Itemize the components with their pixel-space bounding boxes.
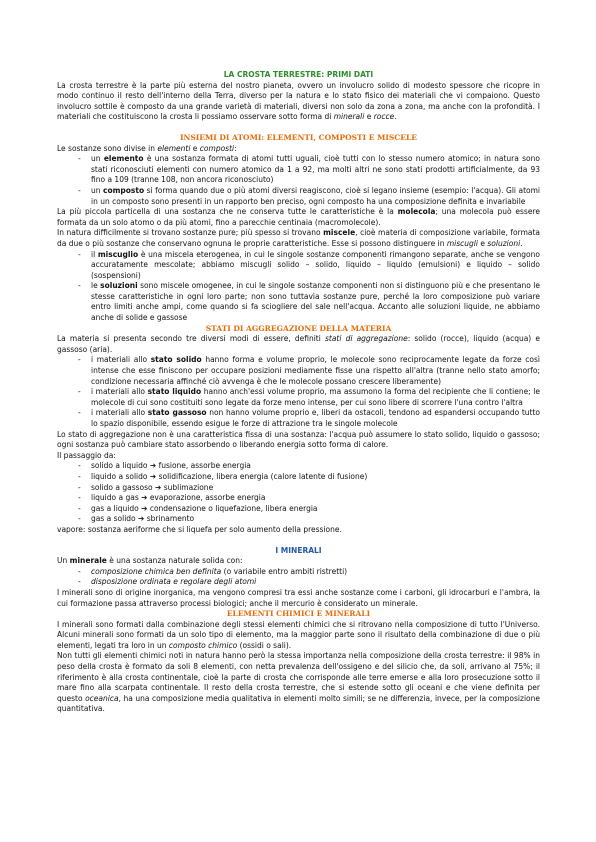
section-title-stati: STATI DI AGGREGAZIONE DELLA MATERIA	[205, 323, 392, 333]
list-item: - gas a solido ➔ sbrinamento	[78, 514, 195, 524]
arrow-right-icon: ➔	[141, 503, 148, 513]
list-item: - un composto si forma quando due o più atomi diversi reagiscono, cioè si legano insieme (esempio: l'acqua). Gli atomi in un composto sono presenti in un rapporto ben preciso, ogni composto ha una composizione definita e invariabile	[78, 185, 540, 206]
arrow-right-icon: ➔	[141, 493, 148, 503]
section-title-elementi: ELEMENTI CHIMICI E MINERALI	[226, 609, 371, 619]
section-title-insiemi: INSIEMI DI ATOMI: ELEMENTI, COMPOSTI E MISCELE	[180, 132, 417, 142]
paragraph-crosta: La crosta terrestre è la parte più esterna del nostro pianeta, ovvero un involucro solido di modesto spessore che ricopre in modo continuo il resto dell'interno della Terra, diverso per la natura e lo stato fisico dei materiali che vi compaiono. Questo involucro sottile è composto da una grande varietà di materiali, diversi non solo da zona a zona, ma anche con la profondità. I materiali che costituiscono la crosta li possiamo osservare sotto forma di minerali e rocce.	[57, 80, 540, 122]
list-item: - solido a liquido ➔ fusione, assorbe energia	[78, 461, 251, 471]
section-title-minerali: I MINERALI	[275, 545, 322, 555]
paragraph-stati-intro: La materia si presenta secondo tre diversi modi di essere, definiti stati di aggregazione: solido (rocce), liquido (acqua) e gassoso (aria).	[57, 334, 540, 354]
paragraph-elementi-1: I minerali sono formati dalla combinazione degli stessi elementi chimici che si ritrovano nella composizione di tutto l'Universo. Alcuni minerali sono formati da un solo tipo di elemento, ma la maggior parte sono il risultato della combinazione di due o più elementi, legati tra loro in un composto chimico (ossidi o sali).	[57, 619, 540, 650]
list-item: - disposizione ordinata e regolare degli atomi	[78, 577, 257, 587]
list-item: - i materiali allo stato solido hanno forma e volume proprio, le molecole sono reciprocamente legate da forze così intense che esse finiscono per occupare posizioni mediamente fisse una rispetto all'altra (tranne nello stato amorfo; condizione necessaria affinché ciò avvenga è che le molecole possano crescere liberamente)	[78, 355, 540, 386]
list-item: - composizione chimica ben definita (o variabile entro ambiti ristretti)	[78, 566, 348, 576]
paragraph-miscele: In natura difficilmente si trovano sostanze pure; più spesso si trovano miscele, cioè materia di composizione variabile, formata da due o più sostanze che conservano ognuna le proprie caratteristiche. Esse si possono distinguere in miscugli e soluzioni.	[57, 228, 541, 248]
list-item: - le soluzioni sono miscele omogenee, in cui le singole sostanze componenti non si distinguono più e che presentano le stesse caratteristiche in ogni loro parte; non sono tuttavia sostanze pure, perché la loro composizione può variare entro limiti anche ampi, come quando si fa sciogliere del sale nell'acqua. Accanto alle soluzioni liquide, ne abbiamo anche di solide e gassose	[78, 281, 540, 323]
list-minerale-proprieta	[57, 567, 540, 588]
arrow-right-icon: ➔	[149, 461, 157, 471]
list-item: - liquido a gas ➔ evaporazione, assorbe energia	[78, 493, 266, 503]
section-title-crosta: LA CROSTA TERRESTRE: PRIMI DATI	[223, 70, 374, 79]
list-item: - gas a liquido ➔ condensazione o liquefazione, libera energia	[78, 503, 318, 513]
list-item: - solido a gassoso ➔ sublimazione	[78, 482, 214, 492]
arrow-right-icon: ➔	[138, 514, 145, 524]
paragraph-passaggio: Il passaggio da:	[57, 450, 116, 460]
list-item: - liquido a solido ➔ solidificazione, libera energia (calore latente di fusione)	[78, 471, 368, 481]
list-item: - il miscuglio è una miscela eterogenea, in cui le singole sostanze componenti rimangono separate, anche se vengono accuratamente mescolate; abbiamo miscugli solido – solido, liquido – liquido (emulsioni) e liquido – solido (sospensioni)	[78, 249, 540, 280]
list-item: - un elemento è una sostanza formata di atomi tutti uguali, cioè tutti con lo stesso numero atomico; in natura sono stati riconosciuti elementi con numero atomico da 1 a 92, ma molti altri ne sono stati prodotti artificialmente, da 93 fino a 109 (tranne 108, non ancora riconosciuto)	[78, 154, 540, 185]
list-item: - i materiali allo stato gassoso non hanno volume proprio e, liberi da ostacoli, tendono ad espandersi occupando tutto lo spazio disponibile, essendo esigue le forze di attrazione tra le singole molecole	[78, 408, 540, 428]
paragraph-vapore: vapore: sostanza aeriforme che si liquefa per solo aumento della pressione.	[57, 524, 342, 534]
paragraph-stato-non-fisso: Lo stato di aggregazione non è una caratteristica fissa di una sostanza: l'acqua può assumere lo stato solido, liquido o gassoso; ogni sostanza può cambiare stato assorbendo o liberando energia sotto forma di calore.	[57, 429, 540, 450]
list-passaggi	[57, 461, 540, 525]
arrow-right-icon: ➔	[149, 471, 157, 481]
list-stati	[57, 355, 540, 429]
list-item: - i materiali allo stato liquido hanno anch'essi volume proprio, ma assumono la forma del recipiente che li contiene; le molecole di cui sono costituiti sono legate da forze meno intense, per cui sono libere di scorrere l'una contro l'altra	[78, 387, 540, 407]
arrow-right-icon: ➔	[155, 482, 162, 492]
paragraph-elementi-2: Non tutti gli elementi chimici noti in natura hanno però la stessa importanza nella composizione della crosta terrestre: il 98% in peso della crosta è formato da soli 8 elementi, con netta prevalenza dell'ossigeno e del silicio che, da soli, arrivano al 75%; il riferimento è alla crosta continentale, cioè la parte di crosta che corrisponde alle terre emerse e alla loro prosecuzione sotto il mare fino alla scarpata continentale. Il resto della crosta terrestre, che si estende sotto gli oceani e che viene definita per questo oceanica, ha una composizione media qualitativa in elementi molto simili; se ne differenzia, invece, per la composizione quantitativa.	[57, 651, 540, 714]
document-page	[57, 70, 540, 715]
paragraph-origine: I minerali sono di origine inorganica, ma vengono compresi tra essi anche sostanze come i carboni, gli idrocarburi e l'ambra, la cui formazione passa attraverso processi biologici; anche il mercurio è considerato un minerale.	[57, 587, 540, 608]
paragraph-insiemi-intro: Le sostanze sono divise in elementi e composti:	[57, 143, 237, 153]
list-miscugli-soluzioni	[57, 250, 540, 324]
paragraph-minerale-def: Un minerale è una sostanza naturale solida con:	[57, 556, 243, 566]
list-elemento-composto	[57, 154, 540, 207]
paragraph-molecola: La più piccola particella di una sostanza che ne conserva tutte le caratteristiche è la molecola; una molecola può essere formata da un solo atomo o da più atomi, fino a parecchie centinaia (macromolecole).	[57, 207, 540, 227]
